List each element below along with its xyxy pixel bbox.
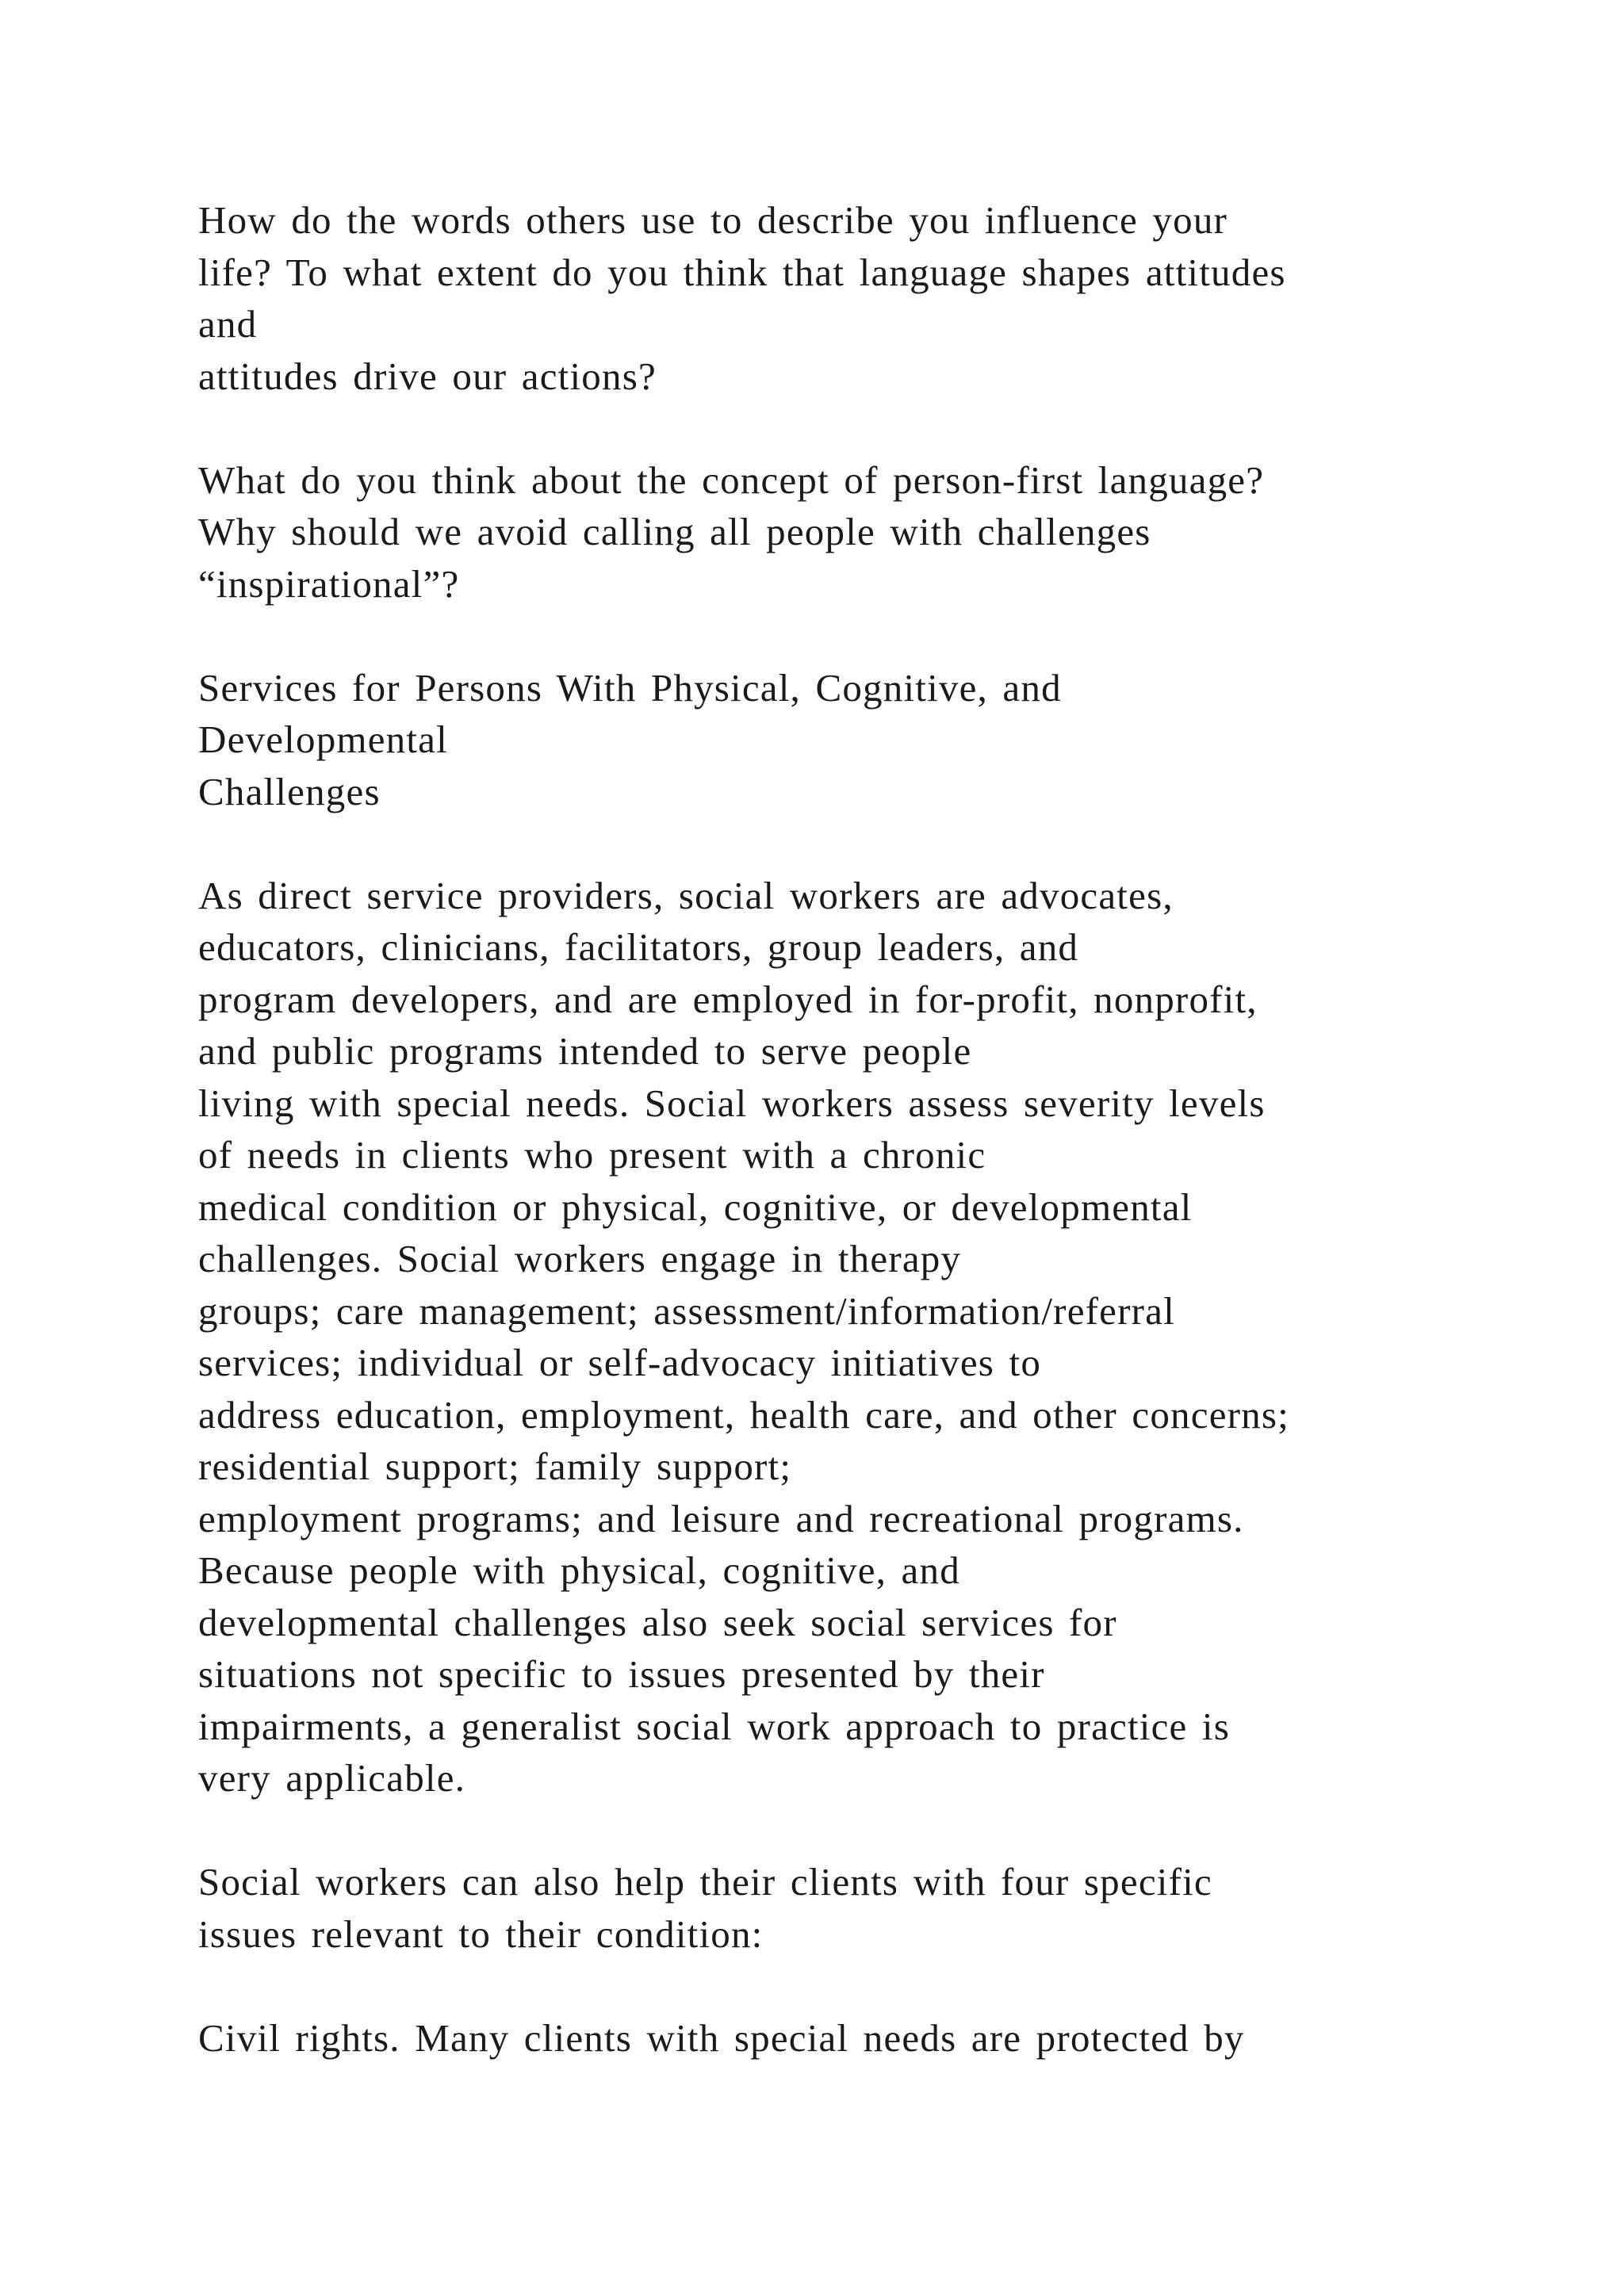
- paragraph-four-issues: [198, 1856, 1546, 1960]
- paragraph-direct-service: [198, 870, 1546, 1804]
- text-line: Why should we avoid calling all people with challenges: [198, 510, 1151, 553]
- text-line: life? To what extent do you think that language shapes attitudes: [198, 250, 1286, 294]
- text-line: attitudes drive our actions?: [198, 354, 657, 398]
- paragraph-gap: [198, 1960, 1546, 2012]
- text-line: challenges. Social workers engage in therapy: [198, 1237, 962, 1280]
- text-line: Civil rights. Many clients with special needs are protected by: [198, 2015, 1245, 2060]
- text-line: educators, clinicians, facilitators, group leaders, and: [198, 925, 1079, 969]
- text-line: and public programs intended to serve people: [198, 1029, 972, 1073]
- text-line: program developers, and are employed in for-profit, nonprofit,: [198, 977, 1258, 1021]
- heading-line: Services for Persons With Physical, Cognitive, and: [198, 665, 1062, 710]
- text-line: residential support; family support;: [198, 1445, 792, 1488]
- text-line: How do the words others use to describe you influence your: [198, 198, 1228, 242]
- paragraph-gap: [198, 817, 1546, 870]
- text-line: impairments, a generalist social work approach to practice is: [198, 1704, 1231, 1748]
- paragraph-civil-rights: [198, 2012, 1546, 2064]
- paragraph-gap: [198, 610, 1546, 662]
- paragraph-gap: [198, 1804, 1546, 1857]
- text-line: services; individual or self-advocacy initiatives to: [198, 1341, 1042, 1384]
- text-line: developmental challenges also seek social services for: [198, 1600, 1117, 1644]
- text-line: very applicable.: [198, 1756, 466, 1800]
- heading-line: Developmental: [198, 718, 448, 761]
- text-line: issues relevant to their condition:: [198, 1911, 764, 1956]
- paragraph-questions-person-first: [198, 454, 1546, 610]
- text-line: and: [198, 302, 258, 346]
- text-line: living with special needs. Social workers assess severity levels: [198, 1081, 1266, 1125]
- section-heading: [198, 662, 1546, 818]
- text-line: employment programs; and leisure and recreational programs.: [198, 1496, 1244, 1540]
- text-line: address education, employment, health care, and other concerns;: [198, 1392, 1289, 1437]
- text-line: of needs in clients who present with a chronic: [198, 1133, 986, 1177]
- text-line: medical condition or physical, cognitive, or developmental: [198, 1184, 1193, 1229]
- heading-line: Challenges: [198, 769, 381, 813]
- document-body: [198, 194, 1546, 2064]
- text-line: As direct service providers, social workers are advocates,: [198, 873, 1174, 917]
- paragraph-questions-language: [198, 194, 1546, 402]
- paragraph-gap: [198, 402, 1546, 454]
- text-line: “inspirational”?: [198, 561, 460, 606]
- text-line: What do you think about the concept of person-first language?: [198, 457, 1265, 502]
- text-line: situations not specific to issues presented by their: [198, 1652, 1045, 1696]
- text-line: Social workers can also help their clients with four specific: [198, 1860, 1212, 1904]
- text-line: groups; care management; assessment/information/referral: [198, 1288, 1175, 1333]
- text-line: Because people with physical, cognitive, and: [198, 1548, 960, 1592]
